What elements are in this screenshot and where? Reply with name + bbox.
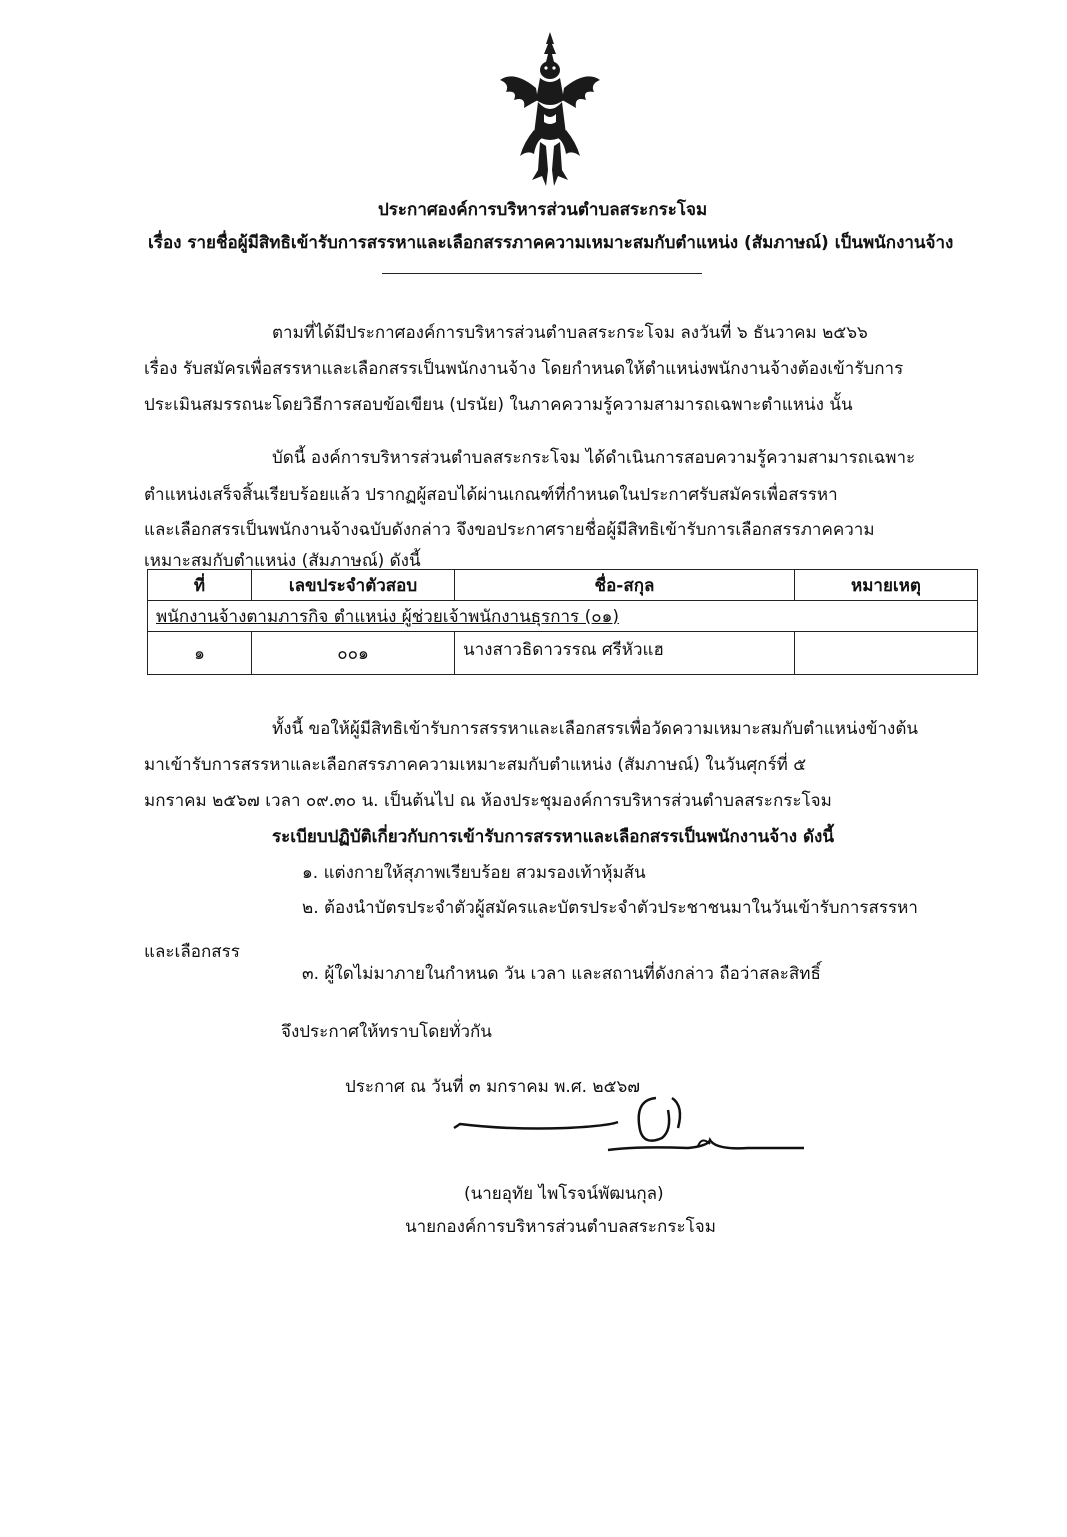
para1-line: ตามที่ได้มีประกาศองค์การบริหารส่วนตำบลสระกระโจม ลงวันที่ ๖ ธันวาคม ๒๕๖๖ xyxy=(272,323,868,343)
rules-heading: ระเบียบปฏิบัติเกี่ยวกับการเข้ารับการสรรหาและเลือกสรรเป็นพนักงานจ้าง ดังนี้ xyxy=(272,827,834,847)
para2-line: บัดนี้ องค์การบริหารส่วนตำบลสระกระโจม ได้ดำเนินการสอบความรู้ความสามารถเฉพาะ xyxy=(272,448,916,468)
col-header-exam-id: เลขประจำตัวสอบ xyxy=(252,570,455,601)
col-header-no: ที่ xyxy=(148,570,252,601)
cell-exam-id: ๐๐๑ xyxy=(252,632,455,675)
announcement-title: ประกาศองค์การบริหารส่วนตำบลสระกระโจม xyxy=(378,200,708,220)
para3-line: ทั้งนี้ ขอให้ผู้มีสิทธิเข้ารับการสรรหาและเลือกสรรเพื่อวัดความเหมาะสมกับตำแหน่งข้างต้น xyxy=(272,719,918,739)
table-section-row xyxy=(148,601,978,632)
announcement-date: ประกาศ ณ วันที่ ๓ มกราคม พ.ศ. ๒๕๖๗ xyxy=(345,1077,641,1097)
position-section-label: พนักงานจ้างตามภารกิจ ตำแหน่ง ผู้ช่วยเจ้าพนักงานธุรการ (๐๑) xyxy=(148,601,978,632)
para1-line: ประเมินสมรรถนะโดยวิธีการสอบข้อเขียน (ปรนัย) ในภาคความรู้ความสามารถเฉพาะตำแหน่ง นั้น xyxy=(144,395,853,415)
announcement-subject: เรื่อง รายชื่อผู้มีสิทธิเข้ารับการสรรหาและเลือกสรรภาคความเหมาะสมกับตำแหน่ง (สัมภาษณ์) เป็นพนักงานจ้าง xyxy=(148,233,954,253)
para2-line: เหมาะสมกับตำแหน่ง (สัมภาษณ์) ดังนี้ xyxy=(144,551,421,571)
candidate-table xyxy=(147,569,978,675)
cell-note xyxy=(795,632,978,675)
rule-item: ๑. แต่งกายให้สุภาพเรียบร้อย สวมรองเท้าหุ้มส้น xyxy=(302,863,646,883)
col-header-name: ชื่อ-สกุล xyxy=(455,570,795,601)
col-header-note: หมายเหตุ xyxy=(795,570,978,601)
rule-item-continuation: และเลือกสรร xyxy=(144,942,240,962)
para3-line: มาเข้ารับการสรรหาและเลือกสรรภาคความเหมาะสมกับตำแหน่ง (สัมภาษณ์) ในวันศุกร์ที่ ๕ xyxy=(144,755,807,775)
garuda-emblem-icon xyxy=(494,30,606,190)
signer-title: นายกองค์การบริหารส่วนตำบลสระกระโจม xyxy=(405,1217,716,1237)
title-divider xyxy=(382,273,702,274)
cell-name: นางสาวธิดาวรรณ ศรีหัวแฮ xyxy=(455,632,795,675)
para1-line: เรื่อง รับสมัครเพื่อสรรหาและเลือกสรรเป็นพนักงานจ้าง โดยกำหนดให้ตำแหน่งพนักงานจ้างต้องเข้ารับการ xyxy=(144,359,904,379)
rule-item: ๓. ผู้ใดไม่มาภายในกำหนด วัน เวลา และสถานที่ดังกล่าว ถือว่าสละสิทธิ์ xyxy=(302,964,821,984)
rule-item: ๒. ต้องนำบัตรประจำตัวผู้สมัครและบัตรประจำตัวประชาชนมาในวันเข้ารับการสรรหา xyxy=(302,898,918,918)
signer-name: (นายอุทัย ไพโรจน์พัฒนกุล) xyxy=(464,1184,664,1204)
para2-line: และเลือกสรรเป็นพนักงานจ้างฉบับดังกล่าว จึงขอประกาศรายชื่อผู้มีสิทธิเข้ารับการเลือกสรรภาคความ xyxy=(144,520,875,540)
signature-icon xyxy=(448,1088,808,1168)
para2-line: ตำแหน่งเสร็จสิ้นเรียบร้อยแล้ว ปรากฏผู้สอบได้ผ่านเกณฑ์ที่กำหนดในประกาศรับสมัครเพื่อสรรหา xyxy=(144,485,838,505)
para3-line: มกราคม ๒๕๖๗ เวลา ๐๙.๓๐ น. เป็นต้นไป ณ ห้องประชุมองค์การบริหารส่วนตำบลสระกระโจม xyxy=(144,791,832,811)
cell-no: ๑ xyxy=(148,632,252,675)
closing-announce: จึงประกาศให้ทราบโดยทั่วกัน xyxy=(281,1022,492,1042)
table-row xyxy=(148,632,978,675)
table-header-row xyxy=(148,570,978,601)
